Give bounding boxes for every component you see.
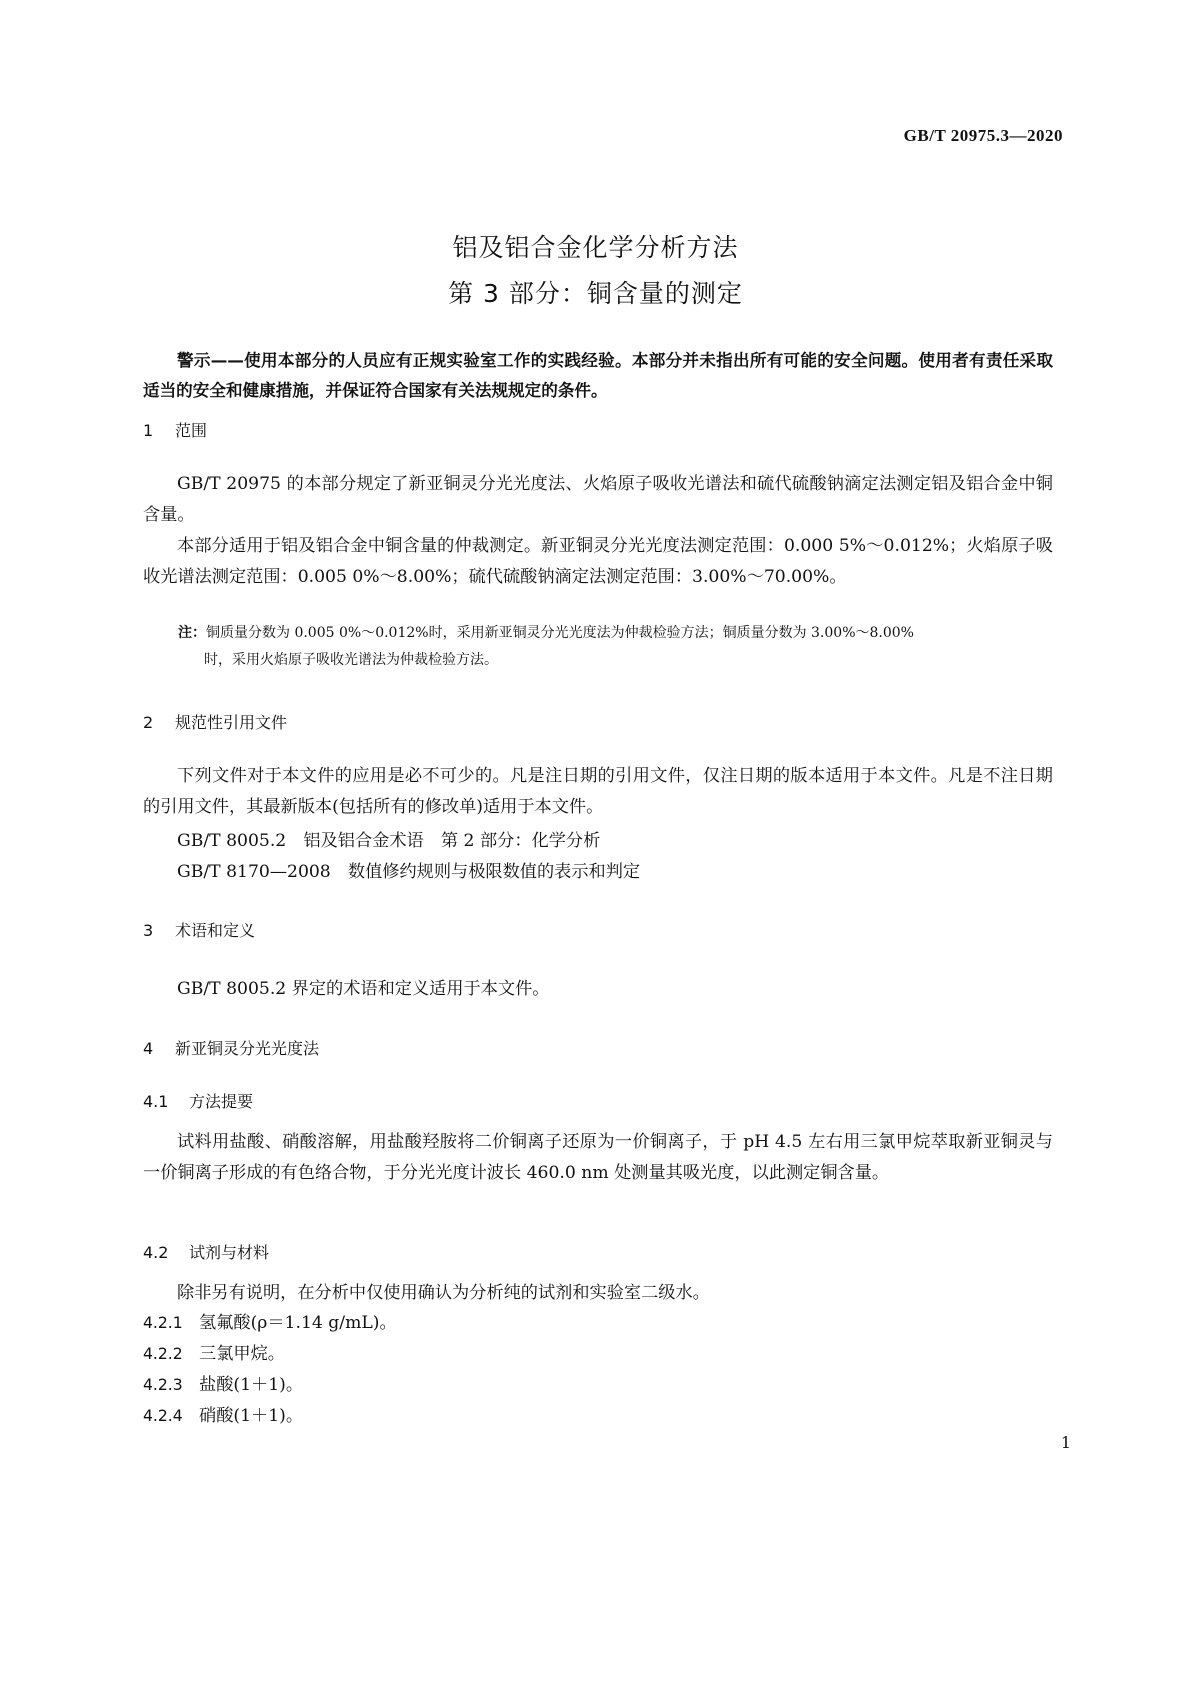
section-heading-terms <box>143 918 255 941</box>
section-title: 新亚铜灵分光光度法 <box>175 1039 320 1058</box>
section-heading-scope <box>143 418 207 441</box>
reagent-item <box>143 1401 303 1426</box>
document-title: 铝及铝合金化学分析方法 <box>452 233 739 262</box>
scope-paragraph-2: 本部分适用于铝及铝合金中铜含量的仲裁测定。新亚铜灵分光光度法测定范围：0.000 5%～0.012%；火焰原子吸收光谱法测定范围：0.005 0%～8.00%；硫代硫酸钠滴定法测定范围：3.00%～70.00%。 <box>143 536 1053 587</box>
reagent-item-number: 4.2.4 <box>143 1407 183 1425</box>
subsection-heading-reagents <box>143 1240 269 1263</box>
reagent-item-number: 4.2.3 <box>143 1376 183 1394</box>
section-number: 1 <box>143 421 154 440</box>
section-heading-spectrophotometry <box>143 1036 319 1059</box>
section-number: 2 <box>143 713 154 732</box>
reagent-item <box>143 1308 397 1333</box>
terms-paragraph: GB/T 8005.2 界定的术语和定义适用于本文件。 <box>177 979 550 999</box>
scope-note <box>178 620 1053 674</box>
section-number: 3 <box>143 921 154 940</box>
note-text-line1: 铜质量分数为 0.005 0%～0.012%时，采用新亚铜灵分光光度法为仲裁检验方法；铜质量分数为 3.00%～8.00% <box>206 625 914 641</box>
reagent-item-number: 4.2.1 <box>143 1314 183 1332</box>
subsection-number: 4.2 <box>143 1243 169 1262</box>
reagent-item <box>143 1339 285 1364</box>
subsection-title: 方法提要 <box>189 1092 254 1111</box>
page-number: 1 <box>1060 1433 1071 1452</box>
subsection-title: 试剂与材料 <box>189 1243 270 1262</box>
section-title: 规范性引用文件 <box>175 713 288 732</box>
section-number: 4 <box>143 1039 154 1058</box>
principle-paragraph: 试料用盐酸、硝酸溶解，用盐酸羟胺将二价铜离子还原为一价铜离子，于 pH 4.5 左右用三氯甲烷萃取新亚铜灵与一价铜离子形成的有色络合物，于分光光度计波长 460.0 nm 处测量其吸光度，以此测定铜含量。 <box>143 1132 1053 1183</box>
standard-number: GB/T 20975.3—2020 <box>903 126 1063 145</box>
reagent-item <box>143 1370 303 1395</box>
reagents-paragraph: 除非另有说明，在分析中仅使用确认为分析纯的试剂和实验室二级水。 <box>177 1283 710 1303</box>
subsection-heading-principle <box>143 1089 253 1112</box>
reference-gbt-8170: GB/T 8170—2008 数值修约规则与极限数值的表示和判定 <box>177 862 641 882</box>
document-subtitle: 第 3 部分：铜含量的测定 <box>448 279 743 308</box>
subsection-number: 4.1 <box>143 1092 169 1111</box>
reagent-item-text: 氢氟酸(ρ＝1.14 g/mL)。 <box>199 1313 397 1333</box>
section-heading-normative-references <box>143 710 287 733</box>
reagent-item-text: 三氯甲烷。 <box>199 1344 285 1364</box>
reagent-item-text: 硝酸(1＋1)。 <box>199 1406 304 1426</box>
reagent-item-text: 盐酸(1＋1)。 <box>199 1375 304 1395</box>
note-label: 注： <box>178 625 206 641</box>
section-title: 范围 <box>175 421 208 440</box>
note-text-line2: 时，采用火焰原子吸收光谱法为仲裁检验方法。 <box>204 652 498 668</box>
references-paragraph: 下列文件对于本文件的应用是必不可少的。凡是注日期的引用文件，仅注日期的版本适用于本文件。凡是不注日期的引用文件，其最新版本(包括所有的修改单)适用于本文件。 <box>143 766 1053 817</box>
section-title: 术语和定义 <box>175 921 256 940</box>
scope-paragraph-1: GB/T 20975 的本部分规定了新亚铜灵分光光度法、火焰原子吸收光谱法和硫代硫酸钠滴定法测定铝及铝合金中铜含量。 <box>143 474 1053 525</box>
reference-gbt-8005-2: GB/T 8005.2 铝及铝合金术语 第 2 部分：化学分析 <box>177 831 601 851</box>
warning-paragraph: 警示——使用本部分的人员应有正规实验室工作的实践经验。本部分并未指出所有可能的安全问题。使用者有责任采取适当的安全和健康措施，并保证符合国家有关法规规定的条件。 <box>143 351 1053 400</box>
reagent-item-number: 4.2.2 <box>143 1345 183 1363</box>
